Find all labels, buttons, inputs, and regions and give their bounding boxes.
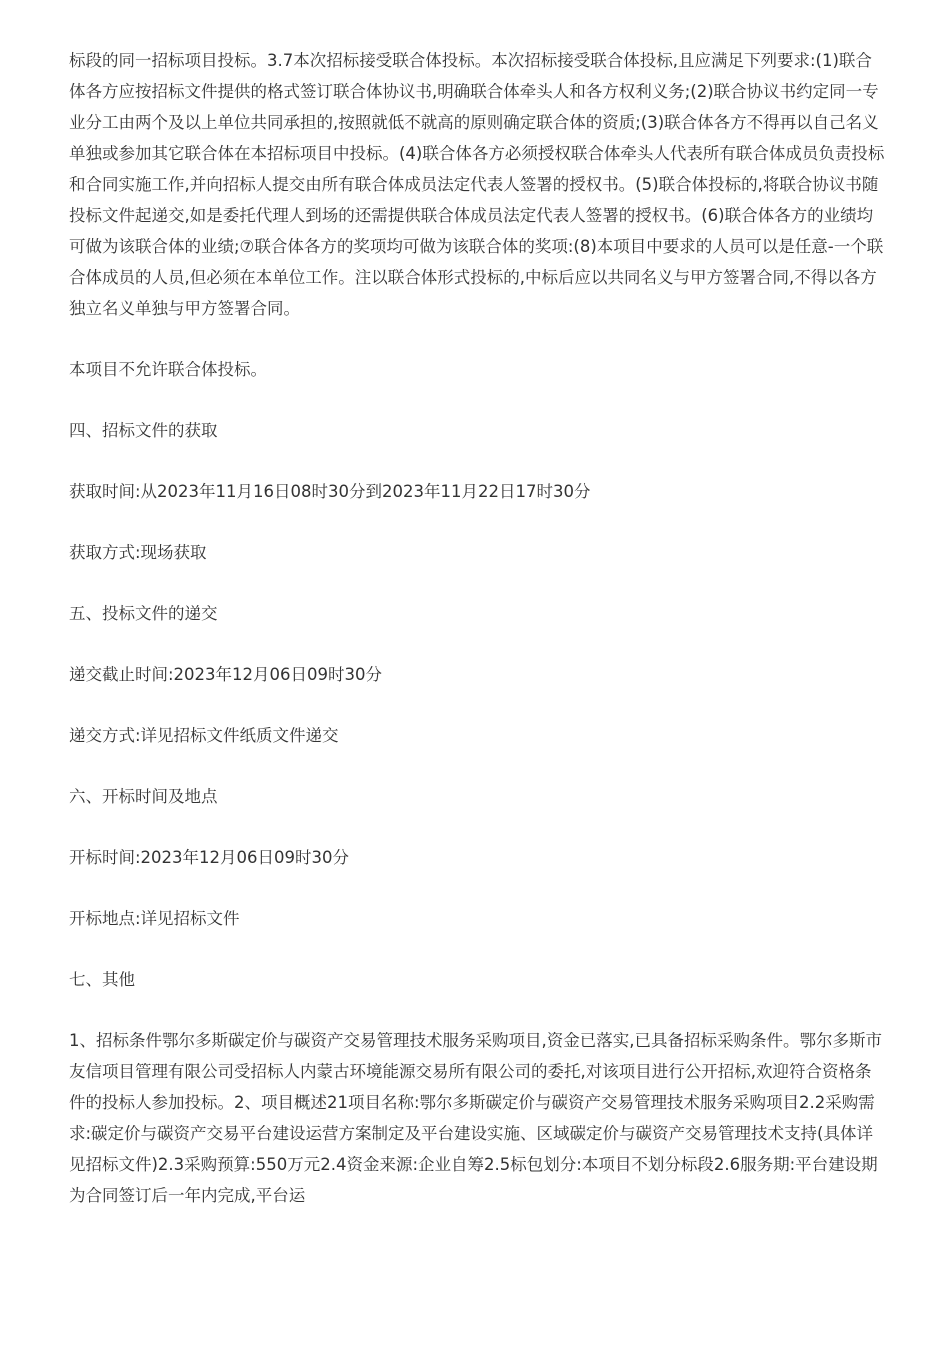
section-heading-opening: 六、开标时间及地点 <box>69 787 218 806</box>
section-heading-other: 七、其他 <box>69 970 135 989</box>
document-body <box>69 45 887 1211</box>
section-heading-submission: 五、投标文件的递交 <box>69 604 218 623</box>
paragraph-consortium-rules: 标段的同一招标项目投标。3.7本次招标接受联合体投标。本次招标接受联合体投标,且应满足下列要求:(1)联合体各方应按招标文件提供的格式签订联合体协议书,明确联合体牵头人和各方权利义务;(2)联合协议书约定同一专业分工由两个及以上单位共同承担的,按照就低不就高的原则确定联合体的资质;(3)联合体各方不得再以自己名义单独或参加其它联合体在本招标项目中投标。(4)联合体各方必须授权联合体牵头人代表所有联合体成员负责投标和合同实施工作,并向招标人提交由所有联合体成员法定代表人签署的授权书。(5)联合体投标的,将联合协议书随投标文件起递交,如是委托代理人到场的还需提供联合体成员法定代表人签署的授权书。(6)联合体各方的业绩均可做为该联合体的业绩;⑦联合体各方的奖项均可做为该联合体的奖项:(8)本项目中要求的人员可以是任意-一个联合体成员的人员,但必须在本单位工作。注以联合体形式投标的,中标后应以共同名义与甲方签署合同,不得以各方独立名义单独与甲方签署合同。 <box>69 51 885 318</box>
paragraph-submission-deadline: 递交截止时间:2023年12月06日09时30分 <box>69 665 383 684</box>
paragraph-obtain-time: 获取时间:从2023年11月16日08时30分到2023年11月22日17时30分 <box>69 482 591 501</box>
paragraph-project-overview: 1、招标条件鄂尔多斯碳定价与碳资产交易管理技术服务采购项目,资金已落实,已具备招标采购条件。鄂尔多斯市友信项目管理有限公司受招标人内蒙古环境能源交易所有限公司的委托,对该项目进行公开招标,欢迎符合资格条件的投标人参加投标。2、项目概述21项目名称:鄂尔多斯碳定价与碳资产交易管理技术服务采购项目2.2采购需求:碳定价与碳资产交易平台建设运营方案制定及平台建设实施、区域碳定价与碳资产交易管理技术支持(具体详见招标文件)2.3采购预算:550万元2.4资金来源:企业自筹2.5标包划分:本项目不划分标段2.6服务期:平台建设期为合同签订后一年内完成,平台运 <box>69 1031 882 1205</box>
paragraph-obtain-method: 获取方式:现场获取 <box>69 543 207 562</box>
paragraph-submission-method: 递交方式:详见招标文件纸质文件递交 <box>69 726 339 745</box>
paragraph-no-consortium: 本项目不允许联合体投标。 <box>69 360 267 379</box>
paragraph-opening-time: 开标时间:2023年12月06日09时30分 <box>69 848 350 867</box>
section-heading-obtain-docs: 四、招标文件的获取 <box>69 421 218 440</box>
paragraph-opening-location: 开标地点:详见招标文件 <box>69 909 240 928</box>
